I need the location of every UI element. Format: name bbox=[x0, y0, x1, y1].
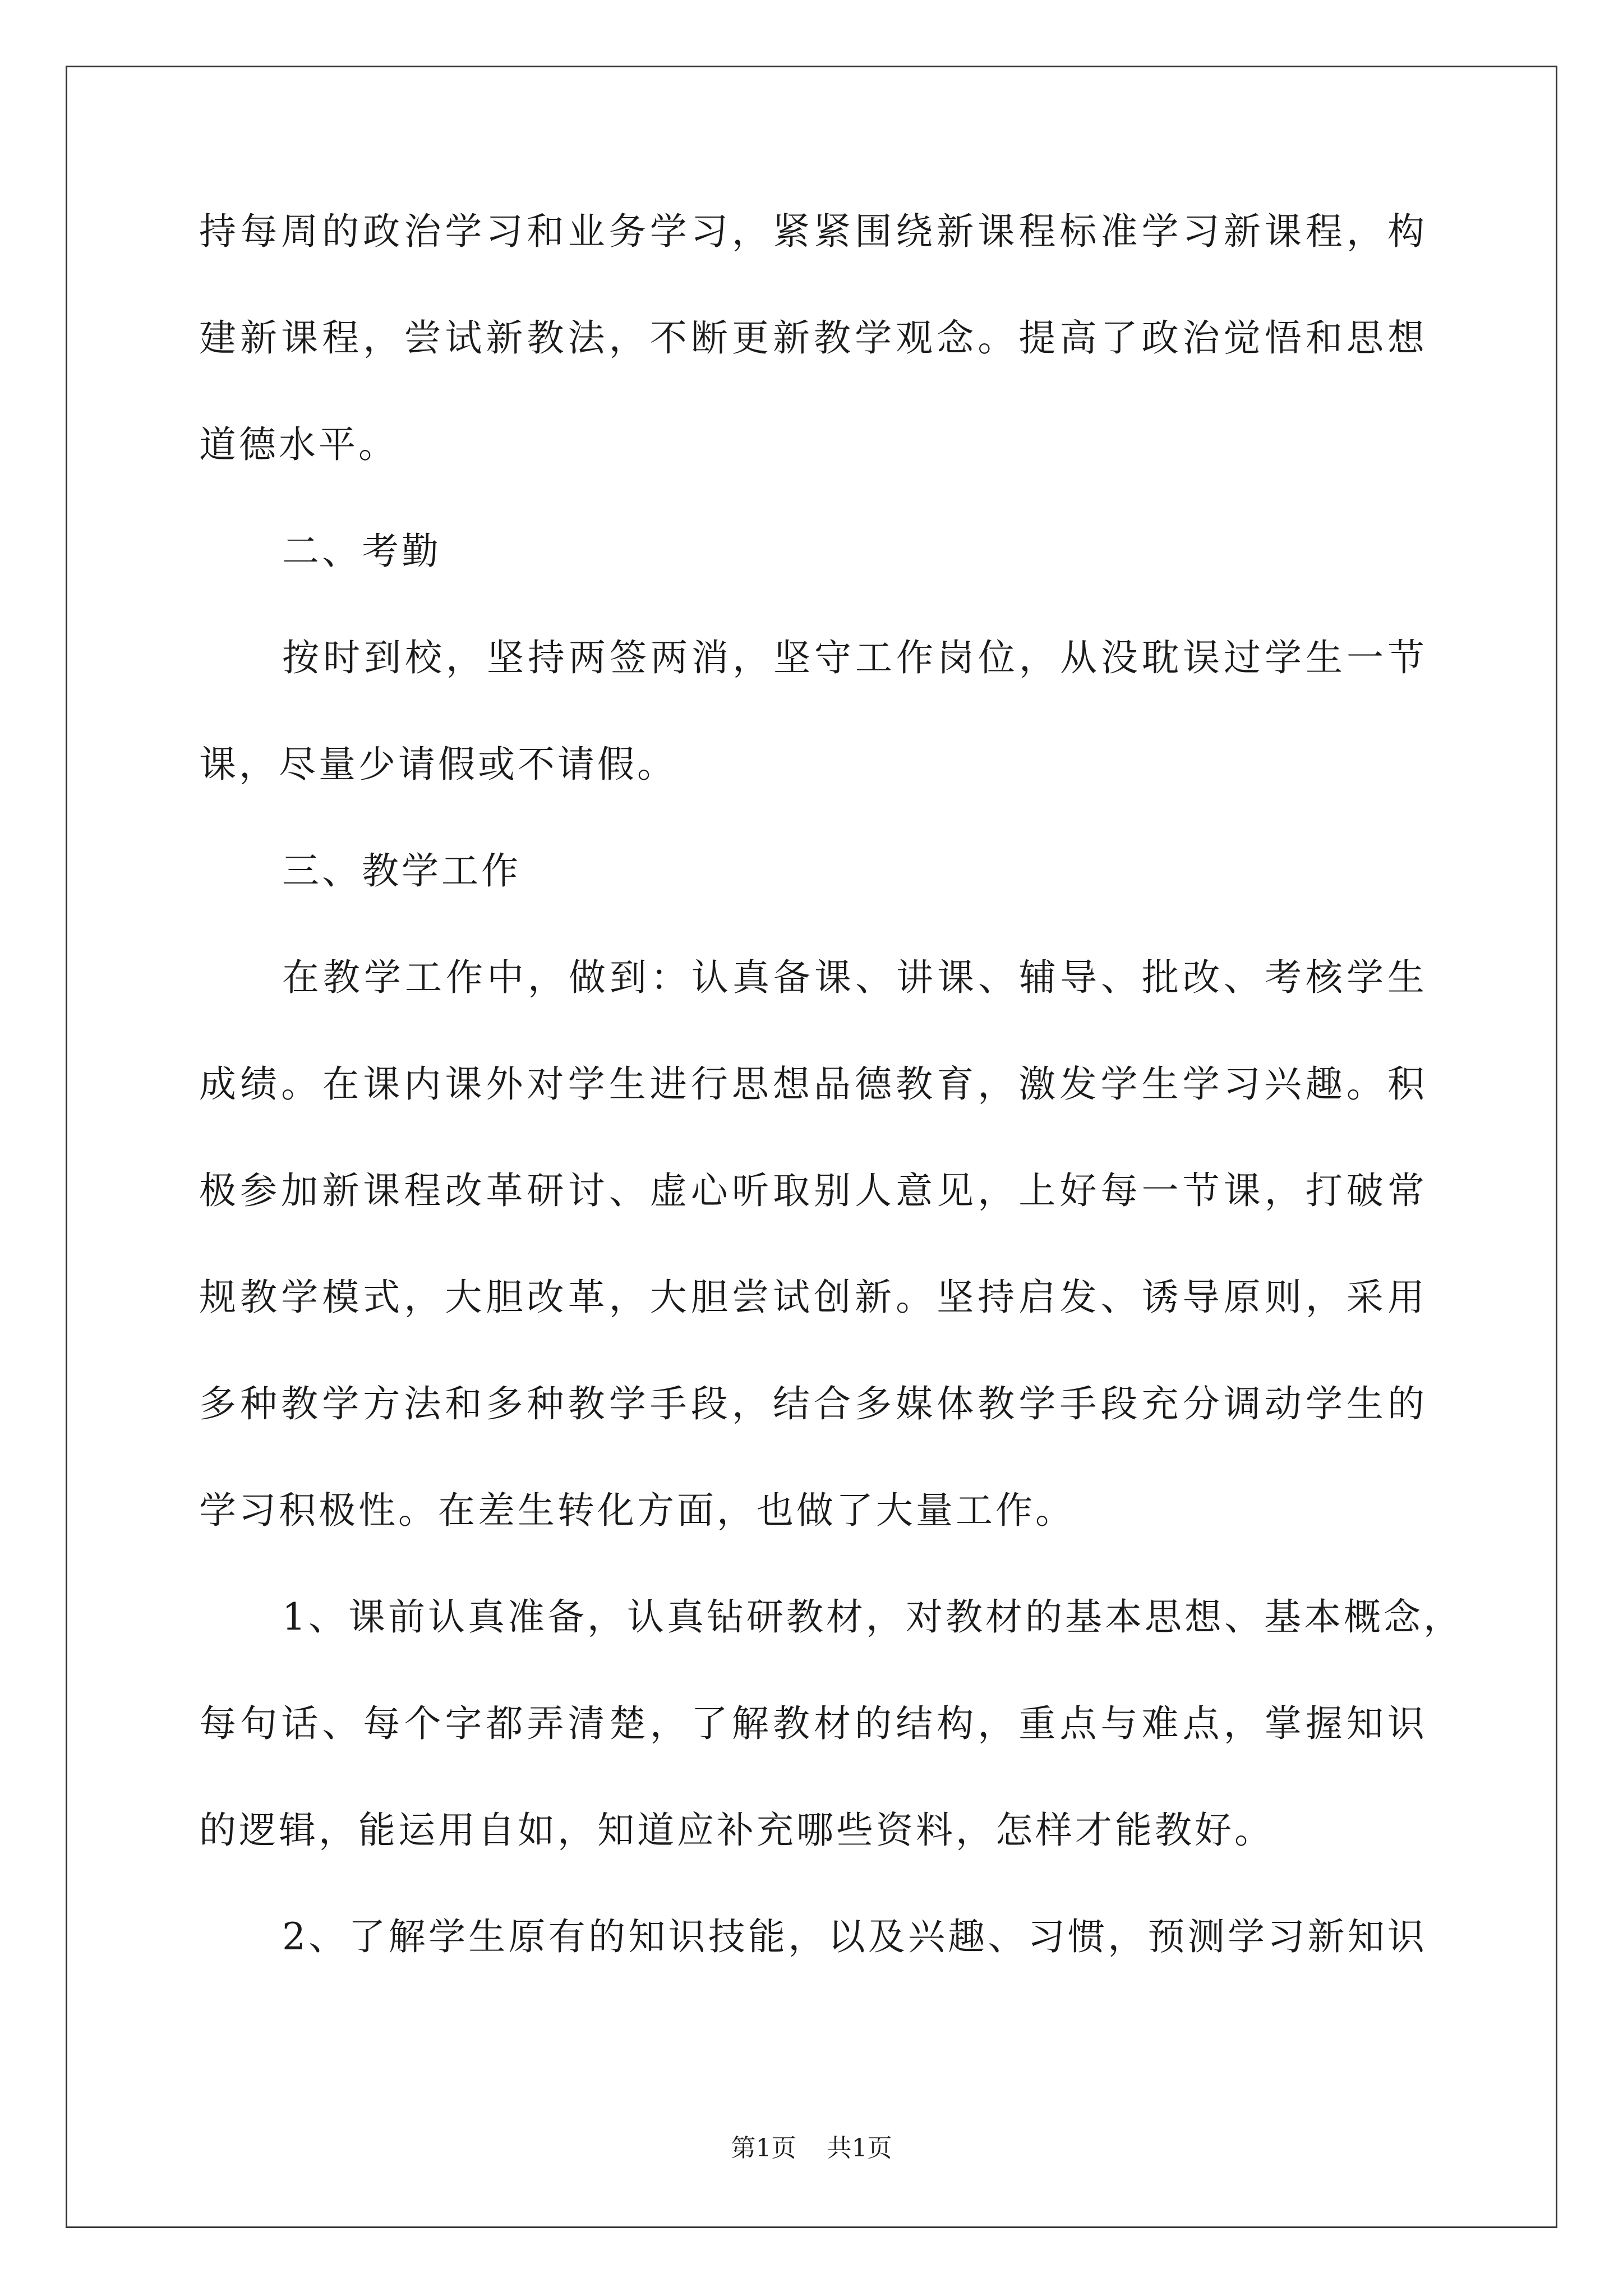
page-number: 第1页 bbox=[731, 2134, 796, 2162]
paragraph-line: 多种教学方法和多种教学手段，结合多媒体教学手段充分调动学生的 bbox=[199, 1382, 1427, 1425]
paragraph-line: 1、课前认真准备，认真钻研教材，对教材的基本思想、基本概念， bbox=[282, 1595, 1463, 1639]
paragraph-line: 建新课程，尝试新教法，不断更新教学观念。提高了政治觉悟和思想 bbox=[199, 316, 1427, 360]
paragraph-line: 在教学工作中，做到：认真备课、讲课、辅导、批改、考核学生 bbox=[282, 956, 1427, 999]
paragraph-line: 规教学模式，大胆改革，大胆尝试创新。坚持启发、诱导原则，采用 bbox=[199, 1276, 1427, 1319]
paragraph-line: 每句话、每个字都弄清楚，了解教材的结构，重点与难点，掌握知识 bbox=[199, 1702, 1427, 1745]
paragraph-line: 按时到校，坚持两签两消，坚守工作岗位，从没耽误过学生一节 bbox=[282, 636, 1427, 679]
section-heading: 二、考勤 bbox=[282, 530, 441, 573]
page-total: 共1页 bbox=[827, 2134, 892, 2162]
paragraph-line: 成绩。在课内课外对学生进行思想品德教育，激发学生学习兴趣。积 bbox=[199, 1062, 1427, 1106]
section-heading: 三、教学工作 bbox=[282, 849, 521, 892]
paragraph-line: 道德水平。 bbox=[199, 423, 398, 466]
paragraph-line: 2、了解学生原有的知识技能，以及兴趣、习惯，预测学习新知识 bbox=[282, 1915, 1427, 1958]
paragraph-line: 学习积极性。在差生转化方面，也做了大量工作。 bbox=[199, 1489, 1075, 1532]
page-footer bbox=[0, 2128, 1623, 2164]
paragraph-line: 的逻辑，能运用自如，知道应补充哪些资料，怎样才能教好。 bbox=[199, 1809, 1274, 1852]
paragraph-line: 持每周的政治学习和业务学习，紧紧围绕新课程标准学习新课程，构 bbox=[199, 210, 1427, 253]
paragraph-line: 课，尽量少请假或不请假。 bbox=[199, 743, 677, 786]
document-body bbox=[199, 210, 1463, 2025]
paragraph-line: 极参加新课程改革研讨、虚心听取别人意见，上好每一节课，打破常 bbox=[199, 1169, 1427, 1212]
